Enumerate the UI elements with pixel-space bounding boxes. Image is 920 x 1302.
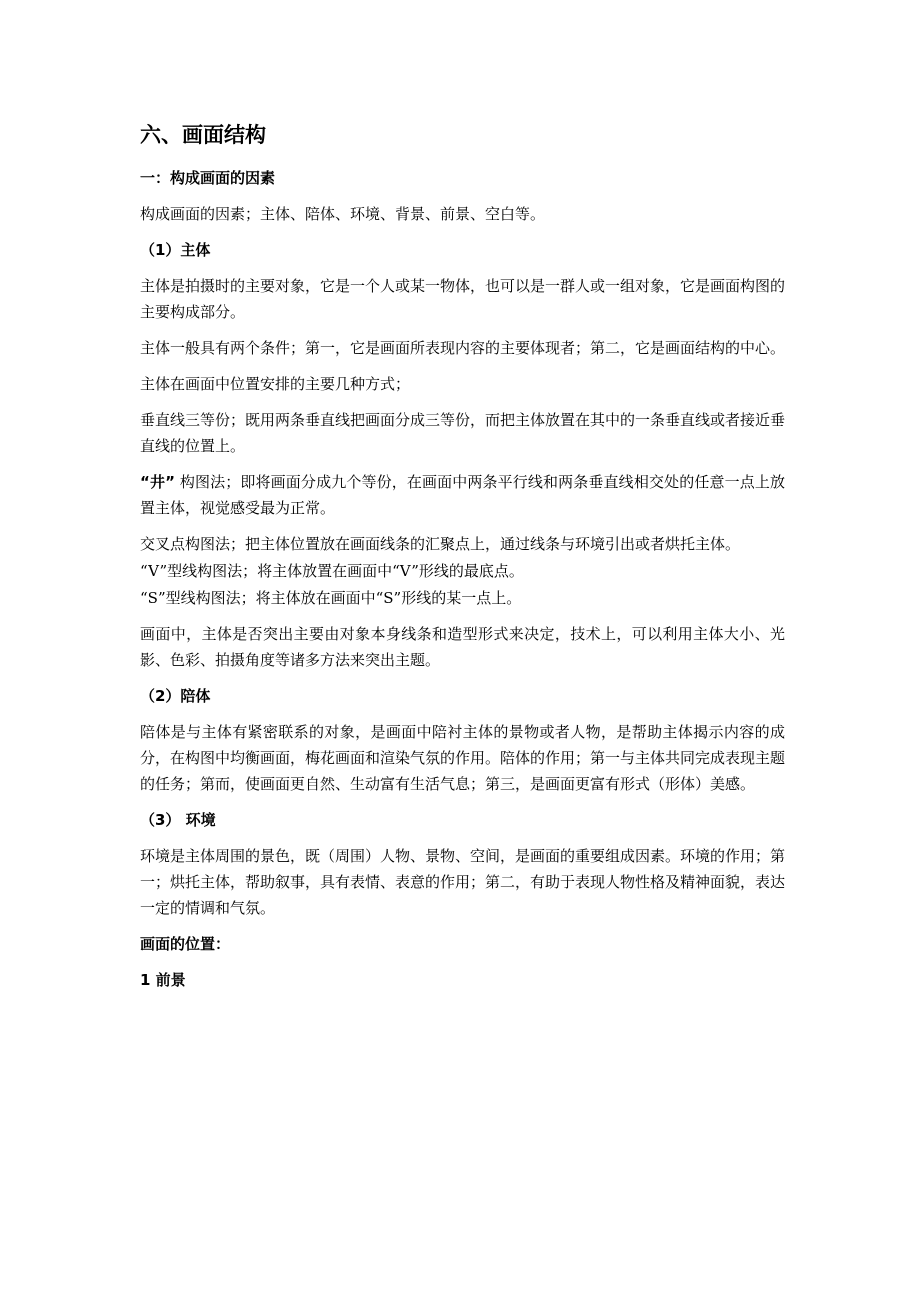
document-body (140, 165, 785, 1003)
paragraph: 画面中，主体是否突出主要由对象本身线条和造型形式来决定，技术上，可以利用主体大小、光影、色彩、拍摄角度等诸多方法来突出主题。 (140, 625, 785, 669)
paragraph: “S”型线构图法；将主体放在画面中“S”形线的某一点上。 (140, 589, 522, 607)
paragraph: 环境是主体周围的景色，既（周围）人物、景物、空间，是画面的重要组成因素。环境的作用；第一；烘托主体，帮助叙事，具有表情、表意的作用；第二，有助于表现人物性格及精神面貌，表达一定的情调和气氛。 (140, 847, 786, 917)
subsection-heading-environment: （3） 环境 (140, 811, 216, 829)
document-title: 六、画面结构 (140, 123, 266, 147)
foreground-heading: 1 前景 (140, 971, 186, 989)
paragraph: “V”型线构图法；将主体放置在画面中“V”形线的最底点。 (140, 562, 524, 580)
subsection-heading-subject: （1）主体 (140, 241, 211, 259)
paragraph-grid-method (140, 469, 785, 521)
paragraph: 主体在画面中位置安排的主要几种方式； (140, 375, 411, 393)
paragraph: 交叉点构图法；把主体位置放在画面线条的汇聚点上，通过线条与环境引出或者烘托主体。 (140, 535, 741, 553)
paragraph: 垂直线三等份；既用两条垂直线把画面分成三等份，而把主体放置在其中的一条垂直线或者接近垂直线的位置上。 (140, 411, 786, 455)
section-heading: 一：构成画面的因素 (140, 169, 276, 187)
paragraph-intro: 构成画面的因素；主体、陪体、环境、背景、前景、空白等。 (140, 205, 546, 223)
paragraph: 主体是拍摄时的主要对象，它是一个人或某一物体，也可以是一群人或一组对象，它是画面构图的主要构成部分。 (140, 277, 786, 321)
paragraph: 主体一般具有两个条件；第一，它是画面所表现内容的主要体现者；第二，它是画面结构的中心。 (140, 339, 786, 357)
paragraph: 陪体是与主体有紧密联系的对象，是画面中陪衬主体的景物或者人物，是帮助主体揭示内容的成分，在构图中均衡画面，梅花画面和渲染气氛的作用。陪体的作用；第一与主体共同完成表现主题的任务；第而，使画面更自然、生动富有生活气息；第三，是画面更富有形式（形体）美感。 (140, 723, 786, 793)
position-heading: 画面的位置： (140, 935, 231, 953)
grid-method-text: 构图法；即将画面分成九个等份，在画面中两条平行线和两条垂直线相交处的任意一点上放置主体，视觉感受最为正常。 (140, 473, 785, 517)
grid-method-label: “井” (140, 473, 175, 491)
subsection-heading-secondary: （2）陪体 (140, 687, 211, 705)
